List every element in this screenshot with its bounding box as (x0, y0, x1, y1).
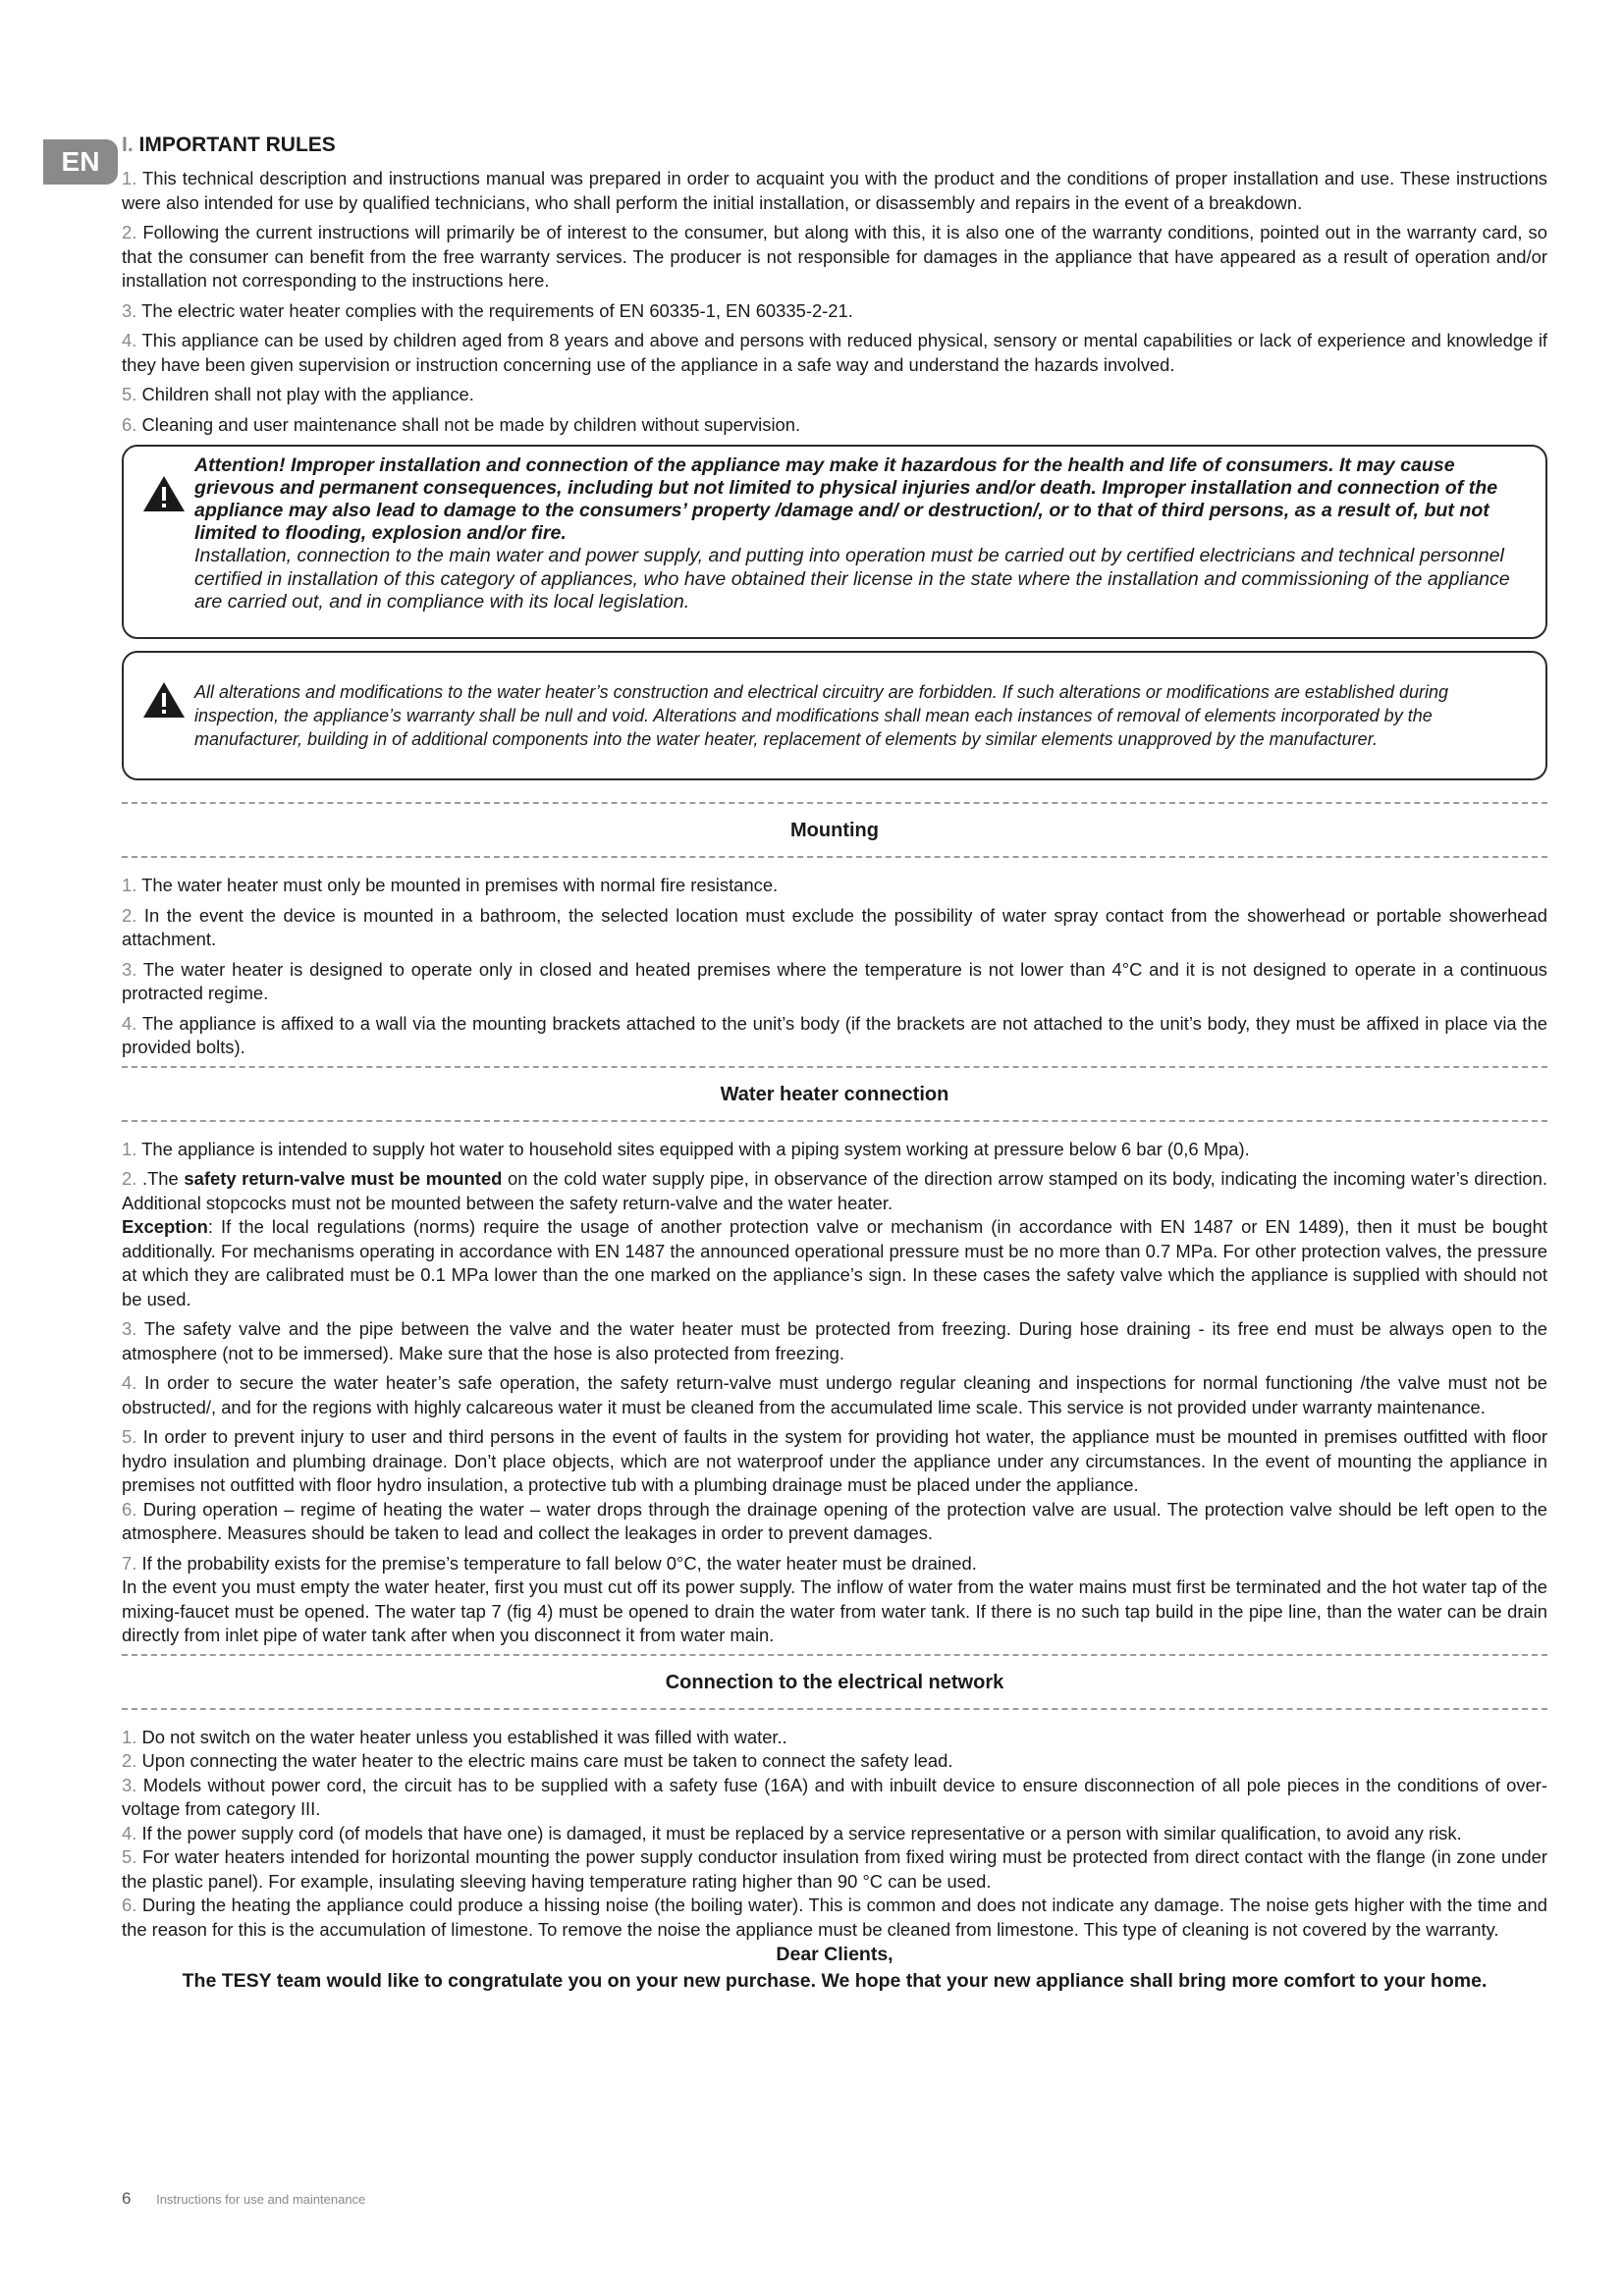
rule-item: 4. This appliance can be used by children aged from 8 years and above and persons with reduced physical, sensory or mental capabilities or lack of experience and knowledge if they have been given supervision or instruction concerning use of the appliance in a safe way and understand the hazards involved. (122, 330, 1548, 375)
water-item: 4. In order to secure the water heater’s safe operation, the safety return-valve must undergo regular cleaning and inspections for normal functioning /the valve must not be obstructed/, and for the regions with highly calcareous water it must be cleaned from the accumulated lime scale. This service is not provided under warranty maintenance. (122, 1372, 1547, 1417)
dashed-divider (122, 1120, 1547, 1122)
section-title-mounting: Mounting (790, 820, 879, 841)
electrical-item: 2. Upon connecting the water heater to the electric mains care must be taken to connect the safety lead. (122, 1750, 953, 1771)
dashed-divider (122, 1066, 1547, 1068)
page-footer (122, 2189, 365, 2209)
dashed-divider (122, 1708, 1547, 1710)
rule-item: 3. The electric water heater complies with the requirements of EN 60335-1, EN 60335-2-21. (122, 299, 853, 321)
electrical-item: 5. For water heaters intended for horizontal mounting the power supply conductor insulation from fixed wiring must be protected from direct contact with the flange (in zone under the plastic panel). For example, insulating sleeving having temperature rating higher than 90 °C can be used. (122, 1846, 1547, 1892)
water-item-continued: In the event you must empty the water heater, first you must cut off its power supply. The inflow of water from the water mains must first be terminated and the hot water tap of the mixing-faucet must be opened. The water tap 7 (fig 4) must be opened to drain the water from water tank. If there is no such tap build in the pipe line, than the water can be drain directly from inlet pipe of water tank after when you disconnect it from water main. (122, 1576, 1547, 1645)
water-item: 5. In order to prevent injury to user and third persons in the event of faults in the system for providing hot water, the appliance must be mounted in premises outfitted with floor hydro insulation and plumbing drainage. Don’t place objects, which are not waterproof under the appliance under any circumstances. In the event of mounting the appliance in premises not outfitted with floor hydro insulation, a protective tub with a plumbing drainage must be placed under the appliance. (122, 1426, 1547, 1495)
mounting-item: 4. The appliance is affixed to a wall via the mounting brackets attached to the unit’s body (if the brackets are not attached to the unit’s body, they must be affixed in place via the provided bolts). (122, 1012, 1548, 1057)
water-exception: Exception: If the local regulations (norms) require the usage of another protection valve or mechanism (in accordance with EN 1487 or EN 1489), then it must be bought additionally. For mechanisms operating in accordance with EN 1487 the announced operational pressure must be no more than 0.7 MPa. For other protection valves, the pressure at which they are calibrated must be 0.1 MPa lower than the one marked on the appliance’s sign. In these cases the safety valve which the appliance is supplied with should not be used. (122, 1216, 1547, 1309)
closing-greeting: Dear Clients, (776, 1944, 893, 1965)
water-item: 3. The safety valve and the pipe between the valve and the water heater must be protected from freezing. During hose draining - its free end must be always open to the atmosphere (not to be immersed). Make sure that the hose is also protected from freezing. (122, 1318, 1547, 1363)
dashed-divider (122, 802, 1547, 804)
warning-box-modifications (122, 651, 1547, 780)
page-content (122, 133, 1547, 1995)
section-heading-important-rules: I. IMPORTANT RULES (122, 133, 336, 156)
electrical-item: 1. Do not switch on the water heater unless you established it was filled with water.. (122, 1726, 787, 1747)
water-item: 7. If the probability exists for the premise’s temperature to fall below 0°C, the water heater must be drained. (122, 1552, 977, 1574)
electrical-item: 3. Models without power cord, the circuit has to be supplied with a safety fuse (16A) and with inbuilt device to ensure disconnection of all pole pieces in the conditions of over-voltage from category III. (122, 1774, 1547, 1819)
mounting-item: 2. In the event the device is mounted in a bathroom, the selected location must exclude the possibility of water spray contact from the showerhead or portable showerhead attachment. (122, 904, 1547, 949)
electrical-item: 6. During the heating the appliance could produce a hissing noise (the boiling water). This is common and does not indicate any damage. The noise gets higher with the time and the reason for this is the accumulation of limestone. To remove the noise the appliance must be cleaned from limestone. This type of cleaning is not covered by the warranty. (122, 1895, 1547, 1940)
warning-bold-text: Attention! Improper installation and connection of the appliance may make it hazardous for the health and life of consumers. It may cause grievous and permanent consequences, including but not limited to physical injuries and/or death. Improper installation and connection of the appliance may also lead to damage to the consumers’ property /damage and/ or destruction/, or to that of third persons, as a result of, but not limited to flooding, explosion and/or fire. (194, 454, 1498, 544)
rule-item: 5. Children shall not play with the appliance. (122, 384, 474, 404)
page-number: 6 (122, 2189, 132, 2208)
mounting-item: 3. The water heater is designed to operate only in closed and heated premises where the temperature is not lower than 4°C and it is not designed to operate in a continuous protracted regime. (122, 958, 1548, 1003)
rule-item: 2. Following the current instructions will primarily be of interest to the consumer, but along with this, it is also one of the warranty conditions, pointed out in the warranty card, so that the consumer can benefit from the free warranty services. The producer is not responsible for damages in the appliance that have appeared as a result of operation and/or installation not corresponding to the instructions here. (122, 222, 1547, 291)
warning-text: All alterations and modifications to the water heater’s construction and electrical circuitry are forbidden. If such alterations or modifications are established during inspection, the appliance’s warranty shall be null and void. Alterations and modifications shall mean each instances of removal of elements incorporated by the manufacturer, building in of additional components into the water heater, replacement of elements by similar elements unapproved by the manufacturer. (194, 682, 1448, 749)
dashed-divider (122, 1654, 1547, 1656)
mounting-item: 1. The water heater must only be mounted in premises with normal fire resistance. (122, 875, 779, 895)
warning-box-installation (122, 445, 1547, 639)
water-item: 6. During operation – regime of heating the water – water drops through the drainage opening of the protection valve are usual. The protection valve should be left open to the atmosphere. Measures should be taken to lead and collect the leakages in order to prevent damages. (122, 1498, 1547, 1543)
warning-triangle-icon (141, 680, 187, 720)
section-title-water-connection: Water heater connection (720, 1083, 949, 1105)
warning-italic-text: Installation, connection to the main water and power supply, and putting into operation must be carried out by certified electricians and technical personnel certified in installation of this category of appliances, who have obtained their license in the state where the installation and commissioning of the appliance are carried out, and in compliance with its local legislation. (194, 545, 1510, 613)
water-item: 1. The appliance is intended to supply hot water to household sites equipped with a piping system working at pressure below 6 bar (0,6 Mpa). (122, 1138, 1250, 1159)
rule-item: 1. This technical description and instructions manual was prepared in order to acquaint you with the product and the conditions of proper installation and use. These instructions were also intended for use by qualified technicians, who shall perform the initial installation, or disassembly and repairs in the event of a breakdown. (122, 168, 1547, 213)
water-item: 2. .The safety return-valve must be mounted on the cold water supply pipe, in observance of the direction arrow stamped on its body, indicating the incoming water’s direction. Additional stopcocks must not be mounted between the safety return-valve and the water heater. (122, 1168, 1547, 1213)
section-title-electrical: Connection to the electrical network (665, 1671, 1004, 1693)
rule-item: 6. Cleaning and user maintenance shall not be made by children without supervision. (122, 413, 801, 435)
language-tab: EN (43, 139, 118, 185)
closing-message: The TESY team would like to congratulate you on your new purchase. We hope that your new appliance shall bring more comfort to your home. (182, 1970, 1488, 1992)
electrical-item: 4. If the power supply cord (of models that have one) is damaged, it must be replaced by a service representative or a person with similar qualification, to avoid any risk. (122, 1822, 1462, 1843)
dashed-divider (122, 856, 1547, 858)
warning-triangle-icon (141, 474, 187, 513)
footer-text: Instructions for use and maintenance (156, 2192, 366, 2207)
